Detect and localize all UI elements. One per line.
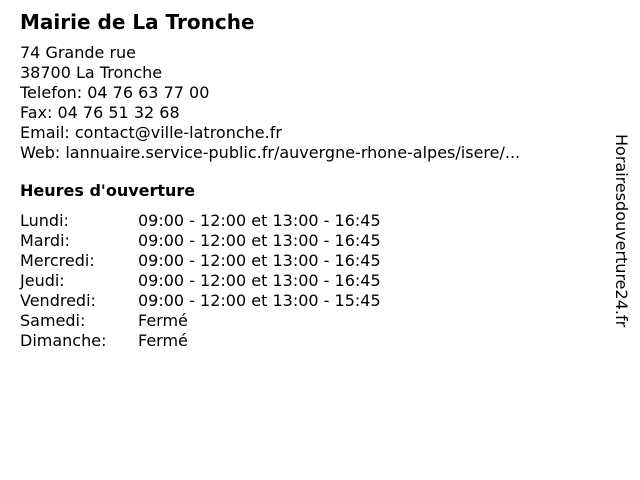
hours-section-title: Heures d'ouverture: [20, 181, 196, 200]
hours-row-thursday: [20, 271, 600, 291]
address-line-1: 74 Grande rue: [20, 43, 137, 62]
day-hours: 09:00 - 12:00 et 13:00 - 16:45: [138, 211, 381, 230]
day-hours: 09:00 - 12:00 et 13:00 - 16:45: [138, 251, 381, 270]
hours-row-friday: [20, 291, 600, 311]
hours-row-wednesday: [20, 251, 600, 271]
day-label: Jeudi:: [20, 271, 65, 290]
hours-row-sunday: [20, 331, 600, 351]
day-label: Mardi:: [20, 231, 70, 250]
day-hours: 09:00 - 12:00 et 13:00 - 16:45: [138, 231, 381, 250]
hours-row-monday: [20, 211, 600, 231]
day-label: Samedi:: [20, 311, 86, 330]
watermark-text: Horairesdouverture24.fr: [612, 134, 631, 328]
address-line-2: 38700 La Tronche: [20, 63, 163, 82]
hours-row-tuesday: [20, 231, 600, 251]
web-line: Web: lannuaire.service-public.fr/auvergne-rhone-alpes/isere/...: [20, 143, 521, 162]
email-line: Email: contact@ville-latronche.fr: [20, 123, 282, 142]
fax-line: Fax: 04 76 51 32 68: [20, 103, 180, 122]
day-label: Mercredi:: [20, 251, 95, 270]
page-title: Mairie de La Tronche: [20, 10, 255, 34]
page-content: [20, 10, 600, 351]
day-hours: 09:00 - 12:00 et 13:00 - 15:45: [138, 291, 381, 310]
day-hours: 09:00 - 12:00 et 13:00 - 16:45: [138, 271, 381, 290]
day-label: Dimanche:: [20, 331, 107, 350]
hours-row-saturday: [20, 311, 600, 331]
day-label: Lundi:: [20, 211, 69, 230]
opening-hours-table: [20, 211, 600, 351]
site-watermark: [610, 134, 632, 370]
day-label: Vendredi:: [20, 291, 96, 310]
day-hours: Fermé: [138, 331, 188, 350]
telephone-line: Telefon: 04 76 63 77 00: [20, 83, 210, 102]
contact-info: [20, 43, 600, 163]
day-hours: Fermé: [138, 311, 188, 330]
